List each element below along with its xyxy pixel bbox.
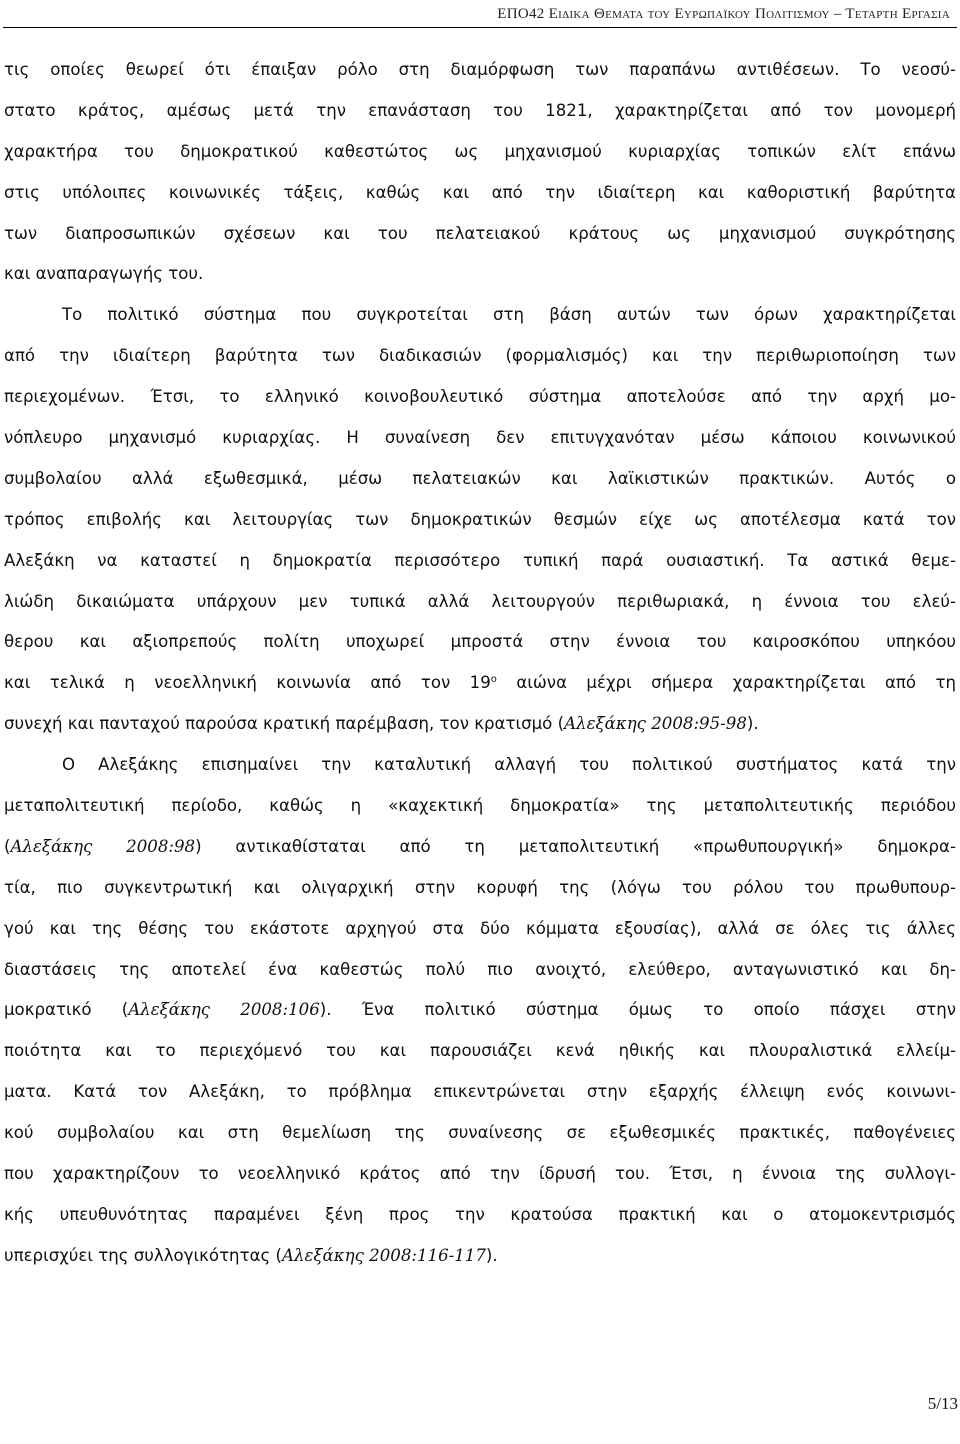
text-line: τρόπος επιβολής και λειτουργίας των δημοκρατικών θεσμών είχε ως αποτέλεσμα κατά τον [4,509,956,529]
text-line: γού και της θέσης του εκάστοτε αρχηγού στα δύο κόμματα εξουσίας), αλλά σε όλες τις άλλες [4,918,956,938]
text-line: τία, πιο συγκεντρωτική και ολιγαρχική στην κορυφή της (λόγω του ρόλου του πρωθυπουρ- [4,877,956,897]
text-line: Αλεξάκη να καταστεί η δημοκρατία περισσότερο τυπική παρά ουσιαστική. Τα αστικά θεμε- [4,550,956,570]
text-line: κού συμβολαίου και στη θεμελίωση της συναίνεσης σε εξωθεσμικές πρακτικές, παθογένειες [4,1123,956,1143]
text-line: διαστάσεις της αποτελεί ένα καθεστώς πολύ πιο ανοιχτό, ελεύθερο, ανταγωνιστικό και δη- [4,959,956,979]
text-run: συνεχή και πανταχού παρούσα κρατική παρέμβαση, τον κρατισμό ( [4,714,565,734]
text-line: ποιότητα και το περιεχόμενό του και παρουσιάζει κενά ηθικής και πλουραλιστικά ελλείμ- [4,1041,956,1061]
text-line [4,704,956,745]
text-line [4,663,956,704]
citation: Αλεξάκης 2008:116-117 [282,1245,486,1265]
text-line: στις υπόλοιπες κοινωνικές τάξεις, καθώς και από την ιδιαίτερη και καθοριστική βαρύτητα [4,182,956,202]
body-text [4,50,956,1277]
text-line: συμβολαίου αλλά εξωθεσμικά, μέσω πελατειακών και λαϊκιστικών πρακτικών. Αυτός ο [4,468,956,488]
running-header: ΕΠΟ42 Ειδικα Θεματα του Ευρωπαϊκου Πολιτισμου – Τεταρτη Εργασια [497,6,950,22]
text-line: από την ιδιαίτερη βαρύτητα των διαδικασιών (φορμαλισμός) και την περιθωριοποίηση των [4,346,956,366]
text-line: στατο κράτος, αμέσως μετά την επανάσταση του 1821, χαρακτηρίζεται από τον μονομερή [4,100,956,120]
text-run: ( [4,836,11,856]
superscript: ο [490,674,497,686]
text-line: τις οποίες θεωρεί ότι έπαιξαν ρόλο στη διαμόρφωση των παραπάνω αντιθέσεων. Το νεοσύ- [4,60,956,79]
paragraph-1 [4,50,956,295]
citation: Αλεξάκης 2008:95-98 [564,714,747,734]
text-line: των διαπροσωπικών σχέσεων και του πελατειακού κράτους ως μηχανισμού συγκρότησης [4,223,956,243]
text-run: υπερισχύει της συλλογικότητας ( [4,1245,282,1265]
text-line: νόπλευρο μηχανισμό κυριαρχίας. Η συναίνεση δεν επιτυγχανόταν μέσω κάποιου κοινωνικού [4,428,956,448]
text-line: κής υπευθυνότητας παραμένει ξένη προς την κρατούσα πρακτική και ο ατομοκεντρισμός [4,1204,956,1224]
text-line: Το πολιτικό σύστημα που συγκροτείται στη βάση αυτών των όρων χαρακτηρίζεται [62,305,956,325]
text-line [4,827,956,868]
text-line [4,1236,956,1277]
text-run: ). [746,714,759,734]
text-run: μοκρατικό ( [4,1000,129,1020]
citation: Αλεξάκης 2008:106 [128,1000,320,1020]
header-rule [3,27,957,28]
text-line: περιεχομένων. Έτσι, το ελληνικό κοινοβουλευτικό σύστημα αποτελούσε από την αρχή μο- [4,387,956,407]
text-run: και τελικά η νεοελληνική κοινωνία από τον 19 [4,673,491,693]
text-line: χαρακτήρα του δημοκρατικού καθεστώτος ως μηχανισμού κυριαρχίας τοπικών ελίτ επάνω [4,141,956,161]
text-run: αιώνα μέχρι σήμερα χαρακτηρίζεται από τη [496,673,956,693]
text-line: που χαρακτηρίζουν το νεοελληνικό κράτος από την ίδρυσή του. Έτσι, η έννοια της συλλογι- [4,1164,956,1184]
text-run: ). Ένα πολιτικό σύστημα όμως το οποίο πάσχει στην [319,1000,956,1020]
citation: Αλεξάκης 2008:98 [10,836,196,856]
paragraph-2 [4,295,956,745]
text-run: ) αντικαθίσταται από τη μεταπολιτευτική «πρωθυπουργική» δημοκρα- [195,836,956,856]
text-line: ματα. Κατά τον Αλεξάκη, το πρόβλημα επικεντρώνεται στην εξαρχής έλλειψη ενός κοινωνι- [4,1082,956,1102]
text-line: μεταπολιτευτική περίοδο, καθώς η «καχεκτική δημοκρατία» της μεταπολιτευτικής περιόδου [4,796,956,816]
text-line: θερου και αξιοπρεπούς πολίτη υποχωρεί μπροστά στην έννοια του καιροσκόπου υπηκόου [4,632,956,652]
text-line: λιώδη δικαιώματα υπάρχουν μεν τυπικά αλλά λειτουργούν περιθωριακά, η έννοια του ελεύ- [4,591,956,611]
text-line: και αναπαραγωγής του. [4,264,204,284]
text-line [4,990,956,1031]
page-number: 5/13 [927,1394,958,1413]
paragraph-3 [4,745,956,1277]
text-run: ). [485,1245,498,1265]
text-line: Ο Αλεξάκης επισημαίνει την καταλυτική αλλαγή του πολιτικού συστήματος κατά την [62,755,956,775]
